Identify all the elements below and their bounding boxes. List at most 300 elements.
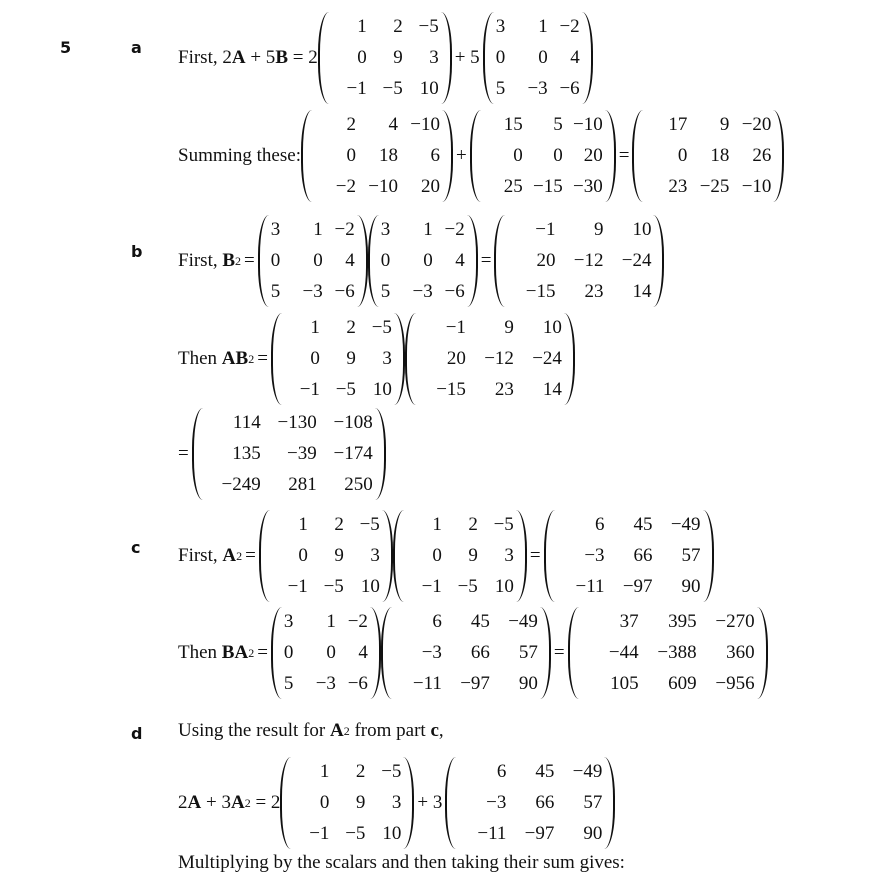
matrix-cell: −1 [346, 78, 367, 99]
left-paren [568, 607, 579, 699]
matrix-cell: −270 [715, 611, 755, 632]
operator: = [618, 145, 630, 166]
matrix-B [271, 607, 381, 699]
summing-label: Summing these: [178, 145, 301, 166]
matrix-grid [284, 313, 392, 405]
matrix-cell: −24 [621, 250, 652, 271]
matrix-cell: −49 [572, 761, 603, 782]
operator: + [455, 145, 467, 166]
matrix-cell: 0 [326, 642, 336, 663]
matrix-A [259, 510, 393, 602]
var: B [222, 250, 236, 271]
matrix-cell: 37 [619, 611, 639, 632]
matrix-cell: 10 [542, 317, 562, 338]
matrix-cell: 1 [357, 16, 367, 37]
matrix-grid [507, 215, 651, 307]
matrix-5B [470, 110, 616, 202]
matrix-A-squared [445, 757, 615, 849]
left-paren [301, 110, 312, 202]
matrix-cell: −3 [315, 673, 336, 694]
matrix-cell: 23 [494, 379, 514, 400]
matrix-A [280, 757, 414, 849]
right-paren [653, 215, 664, 307]
matrix-cell: 20 [583, 145, 603, 166]
matrix-cell: 4 [358, 642, 368, 663]
right-paren [757, 607, 768, 699]
right-paren [370, 607, 381, 699]
matrix-cell: −20 [741, 114, 772, 135]
matrix-cell: 1 [298, 514, 308, 535]
prefix: Then [178, 642, 218, 663]
matrix-B-squared [494, 215, 664, 307]
matrix-BA-squared [568, 607, 768, 699]
matrix-cell: −24 [532, 348, 562, 369]
left-paren [381, 607, 392, 699]
matrix-cell: 90 [518, 673, 538, 694]
matrix-cell: 9 [355, 792, 366, 813]
matrix-cell: 20 [420, 176, 440, 197]
text: Using the result for [178, 720, 330, 741]
left-paren [483, 12, 494, 104]
operator: + 5 [454, 47, 480, 68]
part-label-d: d [131, 724, 143, 743]
matrix-cell: −5 [335, 379, 356, 400]
right-paren [605, 110, 616, 202]
matrix-cell: 10 [372, 379, 392, 400]
var: A [222, 545, 237, 566]
matrix-cell: 15 [503, 114, 523, 135]
matrix-cell: 0 [423, 250, 433, 271]
question-number: 5 [60, 38, 72, 57]
right-paren [394, 313, 405, 405]
matrix-cell: 14 [632, 281, 652, 302]
matrix-cell: 250 [344, 474, 373, 495]
matrix-cell: −249 [221, 474, 261, 495]
left-paren [494, 215, 505, 307]
matrix-cell: −1 [421, 576, 442, 597]
matrix-result-a [632, 110, 784, 202]
matrix-cell: 0 [677, 145, 688, 166]
matrix-cell: −10 [368, 176, 398, 197]
prefix: First, [178, 545, 218, 566]
left-paren [259, 510, 270, 602]
matrix-cell: 395 [668, 611, 697, 632]
matrix-A-squared [544, 510, 714, 602]
matrix-cell: 14 [542, 379, 562, 400]
var: AB [221, 348, 249, 369]
matrix-grid [496, 12, 580, 104]
matrix-grid [418, 313, 562, 405]
part-a-line-1 [178, 12, 593, 104]
matrix-cell: 17 [668, 114, 688, 135]
matrix-cell: 3 [283, 611, 294, 632]
matrix-cell: 9 [719, 114, 730, 135]
matrix-cell: −1 [309, 823, 330, 844]
matrix-cell: 5 [553, 114, 563, 135]
matrix-cell: 281 [288, 474, 317, 495]
matrix-cell: 3 [370, 545, 380, 566]
matrix-cell: −11 [477, 823, 507, 844]
left-paren [192, 408, 203, 500]
matrix-cell: −2 [334, 219, 355, 240]
right-paren [582, 12, 593, 104]
matrix-cell: −2 [444, 219, 465, 240]
matrix-cell: 20 [446, 348, 466, 369]
coef: 2 [178, 792, 188, 813]
part-label-c: c [131, 538, 141, 557]
matrix-cell: 9 [346, 348, 356, 369]
matrix-cell: 20 [536, 250, 556, 271]
matrix-cell: 4 [345, 250, 355, 271]
matrix-B [483, 12, 593, 104]
op: + 3 [201, 792, 231, 813]
expr-coef: 2 [222, 47, 232, 68]
matrix-cell: 0 [313, 250, 323, 271]
matrix-cell: −12 [484, 348, 514, 369]
matrix-cell: −956 [715, 673, 755, 694]
matrix-cell: −15 [532, 176, 563, 197]
matrix-grid [483, 110, 603, 202]
var: A [329, 720, 344, 741]
left-paren [258, 215, 269, 307]
matrix-grid [293, 757, 401, 849]
var: A [230, 792, 245, 813]
part-c-line-1: First, A 2 = 1 2 −5 0 9 3 −1 −5 10 1 2 −5 0 9 3 −1 −5 10 = 6 45 −49 −3 66 57 −11 −97 90 [178, 510, 714, 602]
matrix-cell: 45 [470, 611, 490, 632]
matrix-cell: 3 [391, 792, 402, 813]
part-label-b: b [131, 242, 143, 261]
matrix-grid [645, 110, 771, 202]
matrix-cell: 3 [429, 47, 439, 68]
matrix-cell: 18 [378, 145, 398, 166]
matrix-cell: 10 [494, 576, 514, 597]
closing-text: Multiplying by the scalars and then taking their sum gives: [178, 852, 625, 873]
matrix-cell: 1 [423, 219, 433, 240]
matrix-cell: 10 [632, 219, 652, 240]
matrix-cell: −97 [524, 823, 555, 844]
matrix-cell: −6 [334, 281, 355, 302]
matrix-cell: −5 [381, 761, 402, 782]
right-paren [540, 607, 551, 699]
matrix-cell: 0 [513, 145, 523, 166]
matrix-cell: 2 [346, 317, 356, 338]
matrix-cell: −3 [302, 281, 323, 302]
matrix-cell: 2 [468, 514, 478, 535]
expr-eq: = 2 [288, 47, 318, 68]
matrix-cell: 66 [470, 642, 490, 663]
matrix-cell: −97 [460, 673, 490, 694]
matrix-cell: −44 [608, 642, 639, 663]
matrix-cell: 0 [495, 47, 506, 68]
var: BA [221, 642, 249, 663]
matrix-cell: 57 [583, 792, 603, 813]
matrix-cell: 1 [538, 16, 548, 37]
operator: = [257, 642, 268, 663]
matrix-cell: 6 [430, 145, 440, 166]
matrix-cell: −5 [345, 823, 366, 844]
matrix-cell: 5 [380, 281, 391, 302]
left-paren [318, 12, 329, 104]
matrix-cell: 1 [319, 761, 330, 782]
matrix-cell: 10 [382, 823, 402, 844]
matrix-cell: 25 [503, 176, 523, 197]
part-a-prefix: First, [178, 47, 218, 68]
left-paren [445, 757, 456, 849]
matrix-cell: −174 [333, 443, 373, 464]
expr-var: A [231, 47, 246, 68]
matrix-cell: 6 [496, 761, 507, 782]
matrix-cell: 0 [283, 642, 294, 663]
left-paren [368, 215, 379, 307]
part-d-line-1: 2 A + 3 A 2 = 2 1 2 −5 0 9 3 −1 −5 10 + 3 6 45 −49 −3 66 57 −11 −97 90 [178, 757, 615, 849]
matrix-cell: −39 [287, 443, 317, 464]
right-paren [703, 510, 714, 602]
operator: = [244, 250, 255, 271]
matrix-grid [271, 215, 355, 307]
matrix-cell: −15 [525, 281, 556, 302]
left-paren [470, 110, 481, 202]
matrix-cell: 2 [334, 514, 344, 535]
matrix-cell: 3 [382, 348, 392, 369]
left-paren [271, 607, 282, 699]
matrix-cell: −108 [333, 412, 373, 433]
matrix-cell: −388 [657, 642, 697, 663]
matrix-cell: 4 [570, 47, 580, 68]
matrix-grid [331, 12, 439, 104]
matrix-grid [205, 408, 373, 500]
matrix-cell: 0 [298, 545, 308, 566]
part-b-line-1: First, B 2 = 3 1 −2 0 0 4 5 −3 −6 3 1 −2 0 0 4 5 −3 −6 = −1 9 10 20 −12 −24 −15 23 14 [178, 215, 664, 307]
matrix-cell: 57 [681, 545, 701, 566]
operator: = [553, 642, 565, 663]
matrix-cell: −1 [535, 219, 556, 240]
matrix-cell: 2 [355, 761, 366, 782]
matrix-cell: −5 [382, 78, 403, 99]
matrix-cell: 2 [346, 114, 356, 135]
matrix-cell: −3 [527, 78, 548, 99]
matrix-cell: 0 [357, 47, 367, 68]
operator: = [178, 443, 189, 464]
part-b-line-3 [178, 408, 386, 500]
matrix-cell: 66 [535, 792, 555, 813]
expr-var: B [275, 47, 288, 68]
part-d-intro: Using the result for A 2 from part c , [178, 720, 444, 741]
matrix-cell: 90 [681, 576, 701, 597]
part-c-line-2: Then BA 2 = 3 1 −2 0 0 4 5 −3 −6 6 45 −49 −3 66 57 −11 −97 90 = 37 395 −270 −44 −388 360 105 609 −956 [178, 607, 768, 699]
matrix-cell: 23 [668, 176, 688, 197]
matrix-cell: −3 [421, 642, 442, 663]
matrix-grid [581, 607, 755, 699]
matrix-cell: −3 [584, 545, 605, 566]
left-paren [271, 313, 282, 405]
matrix-cell: −97 [622, 576, 653, 597]
matrix-cell: −5 [418, 16, 439, 37]
matrix-cell: 5 [270, 281, 281, 302]
right-paren [467, 215, 478, 307]
left-paren [280, 757, 291, 849]
matrix-cell: 1 [432, 514, 442, 535]
matrix-cell: 105 [610, 673, 639, 694]
right-paren [516, 510, 527, 602]
text: , [438, 720, 444, 741]
matrix-A [271, 313, 405, 405]
operator: + 3 [417, 792, 443, 813]
right-paren [382, 510, 393, 602]
matrix-B [258, 215, 368, 307]
part-b-line-2: Then AB 2 = 1 2 −5 0 9 3 −1 −5 10 −1 9 10 20 −12 −24 −15 23 14 [178, 313, 575, 405]
matrix-cell: −11 [412, 673, 442, 694]
matrix-cell: 0 [319, 792, 330, 813]
matrix-cell: 45 [535, 761, 555, 782]
matrix-cell: 3 [504, 545, 514, 566]
matrix-cell: 9 [468, 545, 478, 566]
matrix-cell: 360 [726, 642, 755, 663]
matrix-cell: 9 [504, 317, 514, 338]
matrix-cell: 5 [495, 78, 506, 99]
right-paren [564, 313, 575, 405]
right-paren [375, 408, 386, 500]
matrix-cell: 10 [360, 576, 380, 597]
matrix-cell: −1 [287, 576, 308, 597]
matrix-cell: −10 [572, 114, 603, 135]
left-paren [632, 110, 643, 202]
operator: = [245, 545, 256, 566]
matrix-grid [284, 607, 368, 699]
part-a-line-2 [178, 110, 784, 202]
matrix-cell: 3 [380, 219, 391, 240]
matrix-cell: −25 [699, 176, 730, 197]
matrix-2A [301, 110, 453, 202]
matrix-cell: 1 [313, 219, 323, 240]
matrix-cell: 9 [334, 545, 344, 566]
matrix-cell: −10 [410, 114, 440, 135]
matrix-cell: 9 [393, 47, 403, 68]
matrix-cell: −5 [457, 576, 478, 597]
prefix: Then [178, 348, 218, 369]
right-paren [441, 12, 452, 104]
matrix-cell: −49 [670, 514, 701, 535]
matrix-cell: −2 [559, 16, 580, 37]
left-paren [405, 313, 416, 405]
text: from part [349, 720, 431, 741]
operator: = [480, 250, 492, 271]
matrix-cell: 0 [310, 348, 320, 369]
matrix-cell: −1 [299, 379, 320, 400]
matrix-grid [557, 510, 701, 602]
matrix-cell: −5 [359, 514, 380, 535]
part-reference: c [430, 720, 439, 741]
matrix-cell: 0 [270, 250, 281, 271]
matrix-cell: −2 [347, 611, 368, 632]
matrix-A [393, 510, 527, 602]
right-paren [604, 757, 615, 849]
matrix-cell: 135 [232, 443, 261, 464]
matrix-B-squared [405, 313, 575, 405]
matrix-cell: 4 [455, 250, 465, 271]
matrix-cell: 2 [393, 16, 403, 37]
left-paren [393, 510, 404, 602]
matrix-cell: 90 [583, 823, 603, 844]
left-paren [544, 510, 555, 602]
prefix: First, [178, 250, 218, 271]
part-label-a: a [131, 38, 142, 57]
matrix-cell: 609 [668, 673, 697, 694]
matrix-cell: 66 [633, 545, 653, 566]
matrix-A [318, 12, 452, 104]
matrix-cell: −15 [436, 379, 466, 400]
matrix-cell: −6 [559, 78, 580, 99]
matrix-cell: 45 [633, 514, 653, 535]
matrix-AB-squared [192, 408, 386, 500]
matrix-grid [314, 110, 440, 202]
matrix-cell: 6 [432, 611, 442, 632]
matrix-cell: 18 [710, 145, 730, 166]
matrix-grid [458, 757, 602, 849]
expr-op: + 5 [245, 47, 276, 68]
matrix-cell: 0 [538, 47, 548, 68]
matrix-cell: −12 [573, 250, 604, 271]
var: A [187, 792, 202, 813]
operator: = [529, 545, 541, 566]
matrix-grid [381, 215, 465, 307]
matrix-cell: 6 [595, 514, 605, 535]
matrix-cell: 0 [553, 145, 563, 166]
matrix-cell: 1 [310, 317, 320, 338]
right-paren [403, 757, 414, 849]
matrix-cell: 10 [419, 78, 439, 99]
matrix-B [368, 215, 478, 307]
matrix-cell: −6 [444, 281, 465, 302]
part-d-closing [178, 852, 625, 874]
matrix-cell: 0 [432, 545, 442, 566]
matrix-cell: −10 [741, 176, 772, 197]
matrix-cell: −1 [445, 317, 466, 338]
matrix-A-squared [381, 607, 551, 699]
matrix-cell: 57 [518, 642, 538, 663]
matrix-cell: 0 [346, 145, 356, 166]
matrix-cell: −5 [371, 317, 392, 338]
right-paren [357, 215, 368, 307]
matrix-cell: −3 [412, 281, 433, 302]
matrix-cell: 0 [380, 250, 391, 271]
operator: = [257, 348, 268, 369]
matrix-cell: 1 [326, 611, 336, 632]
matrix-cell: −49 [508, 611, 538, 632]
matrix-cell: −130 [277, 412, 317, 433]
matrix-cell: −5 [323, 576, 344, 597]
right-paren [773, 110, 784, 202]
matrix-cell: 26 [752, 145, 772, 166]
matrix-cell: −11 [575, 576, 605, 597]
matrix-cell: −3 [486, 792, 507, 813]
matrix-cell: 3 [270, 219, 281, 240]
matrix-cell: 5 [283, 673, 294, 694]
eq: = 2 [250, 792, 281, 813]
matrix-cell: 3 [495, 16, 506, 37]
right-paren [442, 110, 453, 202]
matrix-cell: −2 [335, 176, 356, 197]
matrix-cell: 114 [232, 412, 261, 433]
matrix-cell: −5 [493, 514, 514, 535]
matrix-cell: 4 [388, 114, 398, 135]
matrix-cell: −6 [347, 673, 368, 694]
matrix-grid [272, 510, 380, 602]
matrix-cell: 23 [584, 281, 604, 302]
matrix-grid [406, 510, 514, 602]
matrix-cell: −30 [572, 176, 603, 197]
matrix-grid [394, 607, 538, 699]
matrix-cell: 9 [593, 219, 604, 240]
